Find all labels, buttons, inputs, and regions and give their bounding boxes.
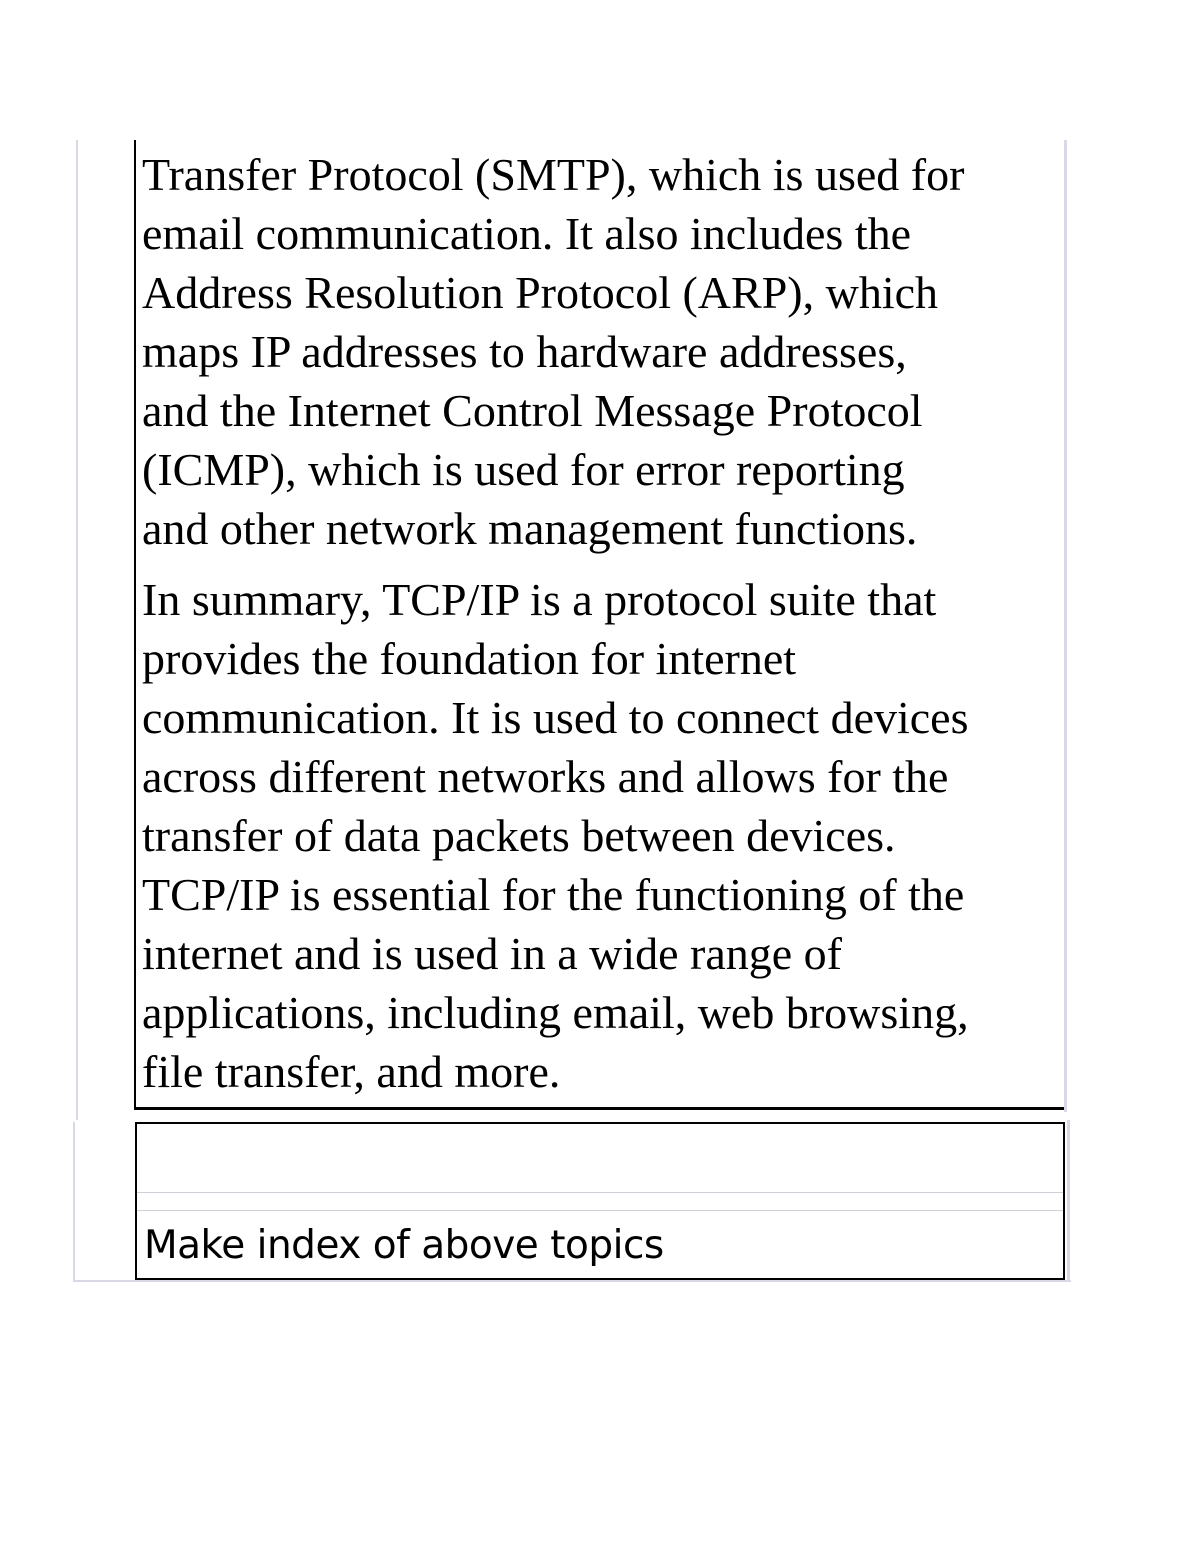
text-line: transfer of data packets between devices. xyxy=(142,810,896,861)
prompt-box xyxy=(135,1122,1065,1280)
prompt-text: Make index of above topics xyxy=(144,1223,664,1268)
frame-border-right-lower xyxy=(1067,1120,1070,1282)
text-line: and other network management functions. xyxy=(142,503,918,554)
text-line: and the Internet Control Message Protocol xyxy=(142,385,923,436)
text-line: maps IP addresses to hardware addresses, xyxy=(142,326,907,377)
text-line: (ICMP), which is used for error reporting xyxy=(142,444,905,495)
paragraph-protocols xyxy=(142,145,1064,558)
divider xyxy=(137,1192,1063,1193)
text-line: provides the foundation for internet xyxy=(142,633,797,684)
text-line: across different networks and allows for the xyxy=(142,751,949,802)
text-line: communication. It is used to connect devices xyxy=(142,692,969,743)
text-line: Address Resolution Protocol (ARP), which xyxy=(142,267,939,318)
paragraph-summary xyxy=(142,570,1064,1101)
frame-border-left xyxy=(76,140,78,1120)
frame-border-right xyxy=(1064,140,1067,1112)
frame-border-left-lower xyxy=(73,1122,75,1282)
text-line: file transfer, and more. xyxy=(142,1046,561,1097)
response-text-block xyxy=(134,140,1064,1110)
text-line: Transfer Protocol (SMTP), which is used for xyxy=(142,149,965,200)
text-line: applications, including email, web browsing, xyxy=(142,987,969,1038)
frame-border-bottom xyxy=(73,1280,1071,1282)
divider xyxy=(137,1210,1063,1211)
text-line: email communication. It also includes the xyxy=(142,208,912,259)
text-line: TCP/IP is essential for the functioning of the xyxy=(142,869,965,920)
text-line: In summary, TCP/IP is a protocol suite that xyxy=(142,574,937,625)
text-line: internet and is used in a wide range of xyxy=(142,928,842,979)
